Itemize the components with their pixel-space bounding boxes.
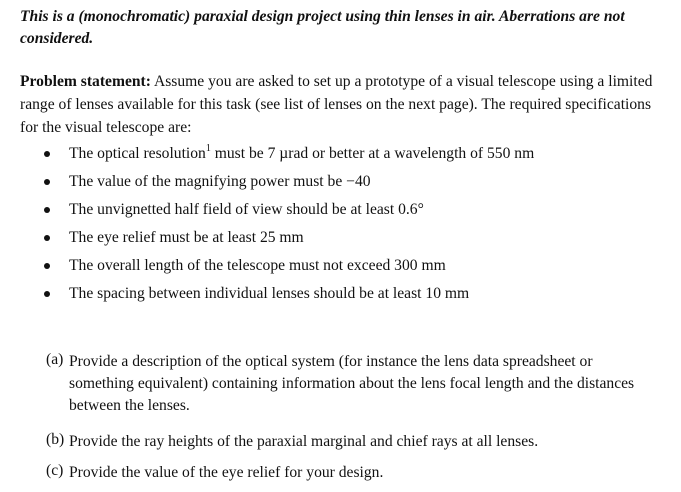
spec-item	[0, 198, 681, 226]
bullet-icon	[44, 235, 50, 241]
task-text: Provide a description of the optical system (for instance the lens data spreadsheet or something equivalent) containing information about the lens focal length and the distances between the lenses.	[69, 353, 635, 414]
specifications-list	[0, 142, 681, 310]
spec-text: The value of the magnifying power must be −40	[69, 173, 371, 190]
spec-text: The overall length of the telescope must not exceed 300 mm	[69, 257, 446, 274]
spec-text	[69, 142, 534, 166]
spec-text: The spacing between individual lenses should be at least 10 mm	[69, 285, 470, 302]
task-letter: (b)	[46, 431, 65, 448]
task-item	[0, 351, 681, 431]
spec-text-start: The optical resolution	[69, 145, 206, 162]
bullet-icon	[44, 151, 50, 157]
spec-item	[0, 170, 681, 198]
spec-item	[0, 142, 681, 170]
problem-statement-text: Assume you are asked to set up a prototype of a visual telescope using a limited range of lenses available for this task (see list of lenses on the next page). The required specifications for the visual telescope are:	[20, 73, 653, 136]
spec-text: The unvignetted half field of view should be at least 0.6°	[69, 201, 424, 218]
task-item	[0, 431, 681, 462]
intro-note: This is a (monochromatic) paraxial design project using thin lenses in air. Aberrations are not considered.	[20, 8, 625, 47]
task-text: Provide the value of the eye relief for your design.	[69, 464, 384, 481]
task-item	[0, 462, 681, 492]
spec-text: The eye relief must be at least 25 mm	[69, 229, 304, 246]
problem-statement-label: Problem statement:	[20, 73, 151, 90]
problem-statement	[20, 70, 670, 139]
spec-item	[0, 226, 681, 254]
spec-item	[0, 254, 681, 282]
bullet-icon	[44, 291, 50, 297]
bullet-icon	[44, 263, 50, 269]
bullet-icon	[44, 179, 50, 185]
bullet-icon	[44, 207, 50, 213]
footnote-marker: 1	[205, 142, 211, 154]
task-letter: (a)	[46, 351, 64, 368]
task-list	[0, 351, 681, 492]
task-text: Provide the ray heights of the paraxial marginal and chief rays at all lenses.	[69, 433, 539, 450]
spec-item	[0, 282, 681, 310]
spec-text-end: must be 7 µrad or better at a wavelength of 550 nm	[210, 145, 535, 162]
task-letter: (c)	[46, 462, 64, 479]
